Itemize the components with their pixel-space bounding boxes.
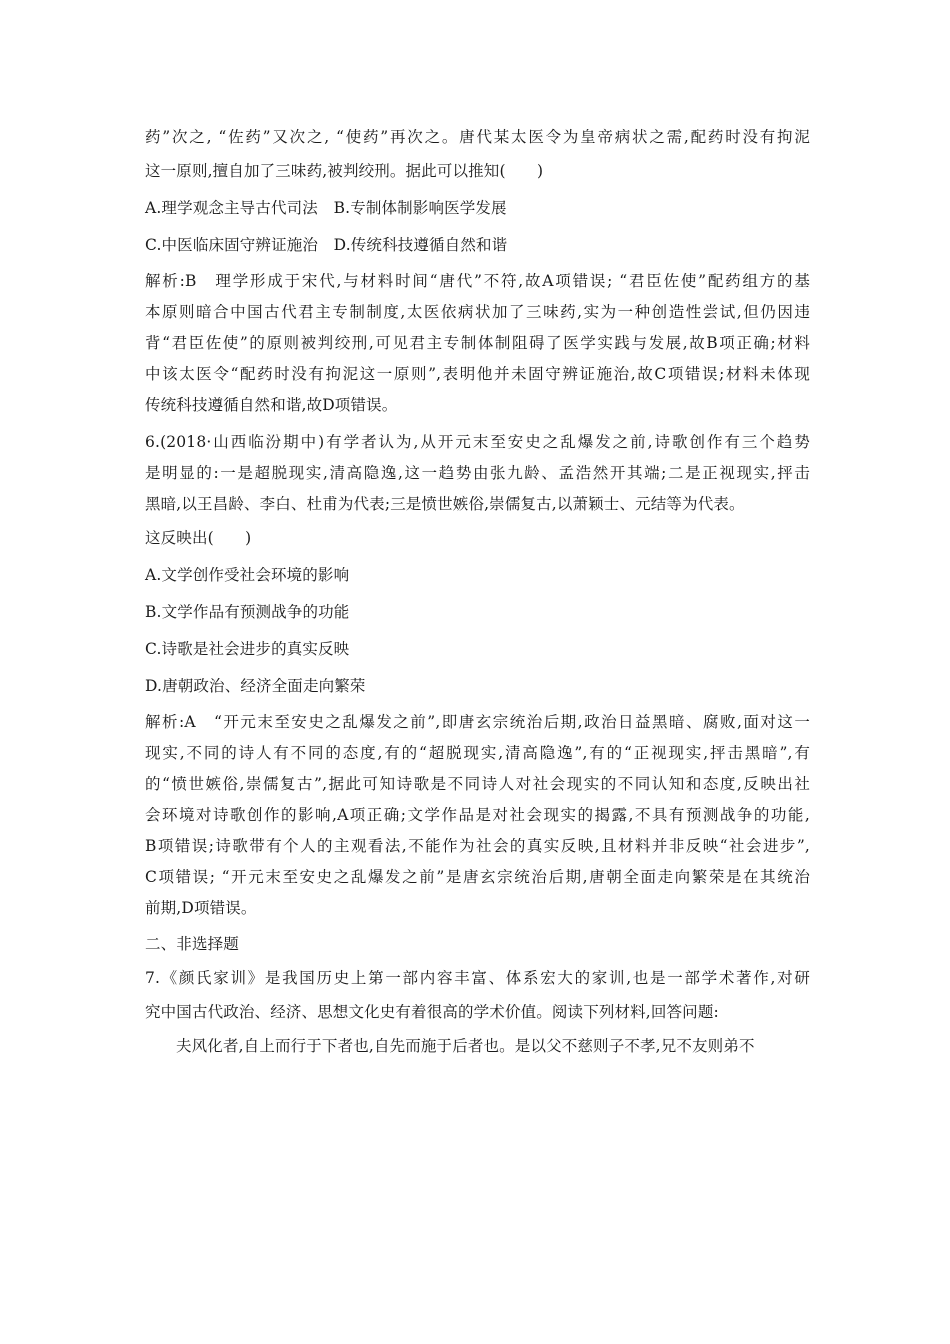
analysis-line: 的“愤世嫉俗,崇儒复古”,据此可知诗歌是不同诗人对社会现实的不同认知和态度,反映出社 [145,775,810,793]
question-5-stem-line: 药”次之, “佐药”又次之, “使药”再次之。唐代某太医令为皇帝病状之需,配药时没有拘泥 [145,128,810,146]
analysis-line: 现实,不同的诗人有不同的态度,有的“超脱现实,清高隐逸”,有的“正视现实,抨击黑暗”,有 [145,744,810,762]
question-6-stem-line: 6.(2018·山西临汾期中)有学者认为,从开元末至安史之乱爆发之前,诗歌创作有三个趋势 [145,433,810,451]
analysis-line: 解析:A “开元末至安史之乱爆发之前”,即唐玄宗统治后期,政治日益黑暗、腐败,面对这一 [145,713,810,731]
analysis-line: 中该太医令“配药时没有拘泥这一原则”,表明他并未固守辨证施治,故C项错误;材料未体现 [145,365,810,383]
analysis-line: 前期,D项错误。 [145,899,257,917]
question-6-stem-line: 黑暗,以王昌龄、李白、杜甫为代表;三是愤世嫉俗,崇儒复古,以萧颖士、元结等为代表。 [145,495,745,513]
section-heading: 二、非选择题 [145,935,239,953]
question-5-stem-line: 这一原则,擅自加了三味药,被判绞刑。据此可以推知( ) [145,162,544,180]
question-6-option-a: A.文学创作受社会环境的影响 [145,566,350,584]
analysis-line: 解析:B 理学形成于宋代,与材料时间“唐代”不符,故A项错误; “君臣佐使”配药组方的基 [145,272,810,290]
question-6-option-b: B.文学作品有预测战争的功能 [145,603,350,621]
question-6-analysis [145,707,810,924]
question-6-stem-line: 这反映出( ) [145,529,252,547]
question-5 [145,122,810,421]
analysis-line: 本原则暗合中国古代君主专制制度,太医依病状加了三味药,实为一种创造性尝试,但仍因违 [145,303,810,321]
question-6-option-d: D.唐朝政治、经济全面走向繁荣 [145,677,366,695]
analysis-line: 会环境对诗歌创作的影响,A项正确;文学作品是对社会现实的揭露,不具有预测战争的功能, [145,806,810,824]
question-6-option-c: C.诗歌是社会进步的真实反映 [145,640,350,658]
analysis-line: 背“君臣佐使”的原则被判绞刑,可见君主专制体制阻碍了医学实践与发展,故B项正确;材料 [145,334,810,352]
analysis-line: C项错误; “开元末至安史之乱爆发之前”是唐玄宗统治后期,唐朝全面走向繁荣是在其统治 [145,868,810,886]
question-6-stem-line: 是明显的:一是超脱现实,清高隐逸,这一趋势由张九龄、孟浩然开其端;二是正视现实,抨击 [145,464,810,482]
question-6 [145,427,810,924]
question-5-option-row: A.理学观念主导古代司法 B.专制体制影响医学发展 [145,199,507,217]
analysis-line: 传统科技遵循自然和谐,故D项错误。 [145,396,398,414]
analysis-line: B项错误;诗歌带有个人的主观看法,不能作为社会的真实反映,且材料并非反映“社会进步”, [145,837,810,855]
question-7-stem-line: 7.《颜氏家训》是我国历史上第一部内容丰富、体系宏大的家训,也是一部学术著作,对研 [145,969,810,987]
question-7 [145,963,810,1062]
question-5-option-row: C.中医临床固守辨证施治 D.传统科技遵循自然和谐 [145,236,508,254]
question-7-material-line: 夫风化者,自上而行于下者也,自先而施于后者也。是以父不慈则子不孝,兄不友则弟不 [176,1037,755,1055]
document-page [145,122,810,1062]
question-7-stem-line: 究中国古代政治、经济、思想文化史有着很高的学术价值。阅读下列材料,回答问题: [145,1003,719,1021]
question-5-analysis [145,266,810,421]
